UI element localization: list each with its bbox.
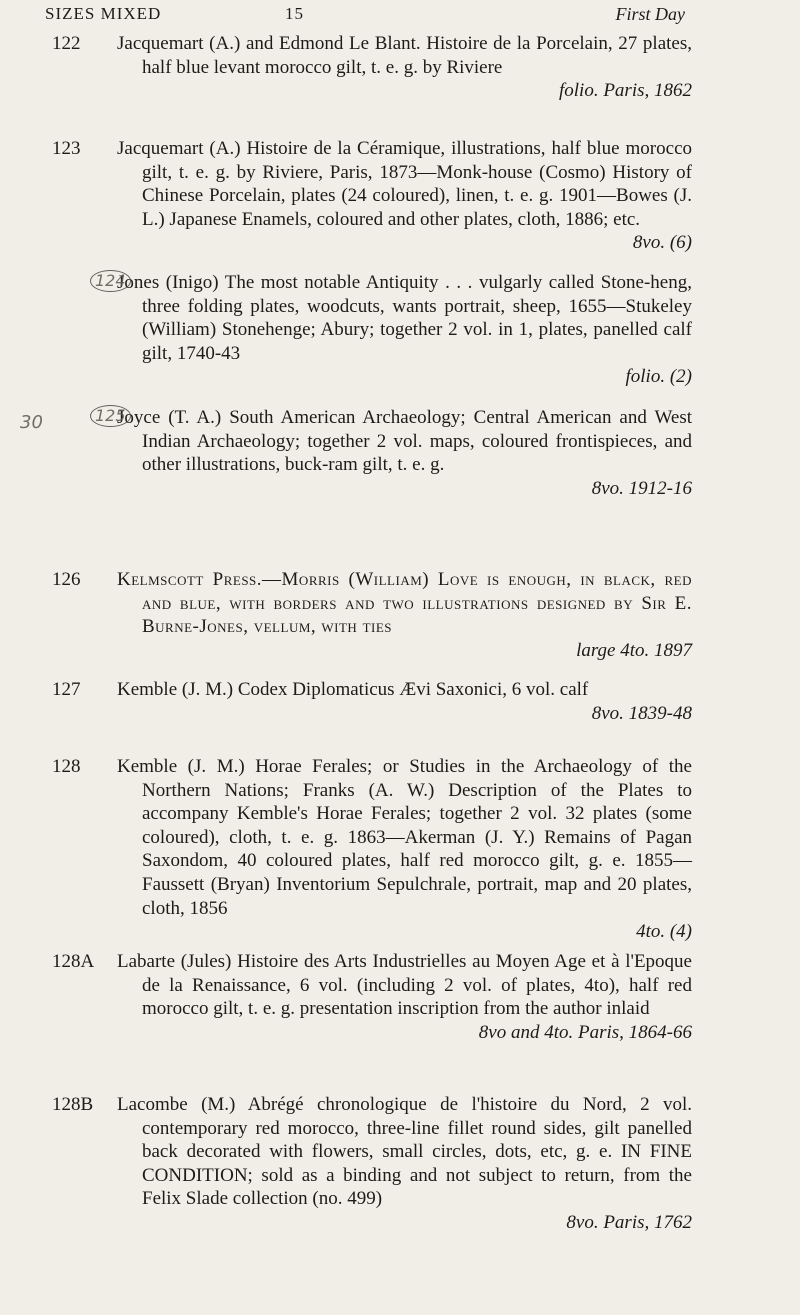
- lot-entry: [52, 950, 692, 1044]
- lot-entry: [52, 32, 692, 103]
- page-number: 15: [285, 4, 304, 23]
- lot-text: Kemble (J. M.) Codex Diplomaticus Ævi Saxonici, 6 vol. calf: [117, 679, 589, 700]
- handwritten-margin-note: 30: [20, 412, 43, 433]
- lot-text: Jacquemart (A.) and Edmond Le Blant. Histoire de la Porcelain, 27 plates, half blue levant morocco gilt, t. e. g. by Riviere: [117, 33, 692, 78]
- lot-description: [117, 678, 692, 725]
- lot-number: 128A: [52, 951, 95, 972]
- header-day: First Day: [615, 4, 685, 24]
- lot-entry: [52, 271, 692, 389]
- lot-format: 4to. (4): [636, 921, 692, 943]
- lot-number: 122: [52, 33, 81, 54]
- lot-description: [117, 950, 692, 1044]
- lot-text: Joyce (T. A.) South American Archaeology; Central American and West Indian Archaeology; together 2 vol. maps, coloured frontispieces, and other illustrations, buck-ram gilt, t. e. g.: [117, 407, 692, 476]
- lot-entry: [52, 755, 692, 944]
- lot-entry: [52, 568, 692, 662]
- lot-format: 8vo. 1839-48: [591, 702, 692, 724]
- lot-text: Kemble (J. M.) Horae Ferales; or Studies in the Archaeology of the Northern Nations; Franks (A. W.) Description of the Plates to accompany Kemble's Horae Ferales; together 2 vol. 32 plates (some coloured), cloth, t. e. g. 1863—Akerman (J. Y.) Remains of Pagan Saxondom, 40 coloured plates, half red morocco gilt, g. e. 1855—Faussett (Bryan) Inventorium Sepulchrale, portrait, map and 20 plates, cloth, 1856: [117, 756, 692, 919]
- lot-text: Kelmscott Press.—Morris (William) Love is enough, in black, red and blue, with borders and two illustrations designed by Sir E. Burne-Jones, vellum, with ties: [117, 569, 692, 638]
- lot-text: Jones (Inigo) The most notable Antiquity . . . vulgarly called Stone-heng, three folding plates, woodcuts, wants portrait, sheep, 1655—Stukeley (William) Stonehenge; Abury; together 2 vol. in 1, plates, panelled calf gilt, 1740-43: [117, 272, 692, 364]
- lot-description: [117, 32, 692, 103]
- lot-description: [117, 568, 692, 662]
- lot-number: 126: [52, 569, 81, 590]
- lot-entry: [52, 678, 692, 725]
- lot-entry: [52, 137, 692, 255]
- lot-entry: [52, 1093, 692, 1235]
- lot-description: [117, 755, 692, 944]
- lot-text: Labarte (Jules) Histoire des Arts Industrielles au Moyen Age et à l'Epoque de la Renaissance, 6 vol. (including 2 vol. of plates, 4to), half red morocco gilt, t. e. g. presentation inscription from the author inlaid: [117, 951, 692, 1020]
- lot-format: folio. (2): [625, 366, 692, 388]
- handwritten-circled-number: 124: [90, 270, 131, 292]
- lot-number: 128B: [52, 1094, 94, 1115]
- lot-entry: [52, 406, 692, 500]
- lot-format: folio. Paris, 1862: [558, 80, 692, 102]
- lot-description: [117, 137, 692, 255]
- lot-format: 8vo. (6): [632, 232, 692, 254]
- lot-text: Lacombe (M.) Abrégé chronologique de l'histoire du Nord, 2 vol. contemporary red morocco, three-line fillet round sides, gilt panelled back decorated with flowers, small circles, dots, etc, g. e. IN FINE CONDITION; sold as a binding and not subject to return, from the Felix Slade collection (no. 499): [117, 1094, 692, 1210]
- handwritten-circled-number: 125: [90, 405, 131, 427]
- lot-number: 127: [52, 679, 81, 700]
- lot-format: 8vo and 4to. Paris, 1864-66: [478, 1021, 692, 1043]
- lot-number: 123: [52, 138, 81, 159]
- lot-format: 8vo. Paris, 1762: [566, 1211, 692, 1233]
- lot-text: Jacquemart (A.) Histoire de la Céramique, illustrations, half blue morocco gilt, t. e. g. by Riviere, Paris, 1873—Monk-house (Cosmo) History of Chinese Porcelain, plates (24 coloured), linen, t. e. g. 1901—Bowes (J. L.) Japanese Enamels, coloured and other plates, cloth, 1886; etc.: [117, 138, 692, 230]
- lot-description: [117, 271, 692, 389]
- lot-format: large 4to. 1897: [576, 639, 692, 661]
- lot-description: [117, 406, 692, 500]
- page-header: [45, 4, 685, 30]
- lot-format: 8vo. 1912-16: [591, 477, 692, 499]
- lot-description: [117, 1093, 692, 1235]
- header-section-title: SIZES MIXED: [45, 4, 162, 23]
- lot-number: 128: [52, 756, 81, 777]
